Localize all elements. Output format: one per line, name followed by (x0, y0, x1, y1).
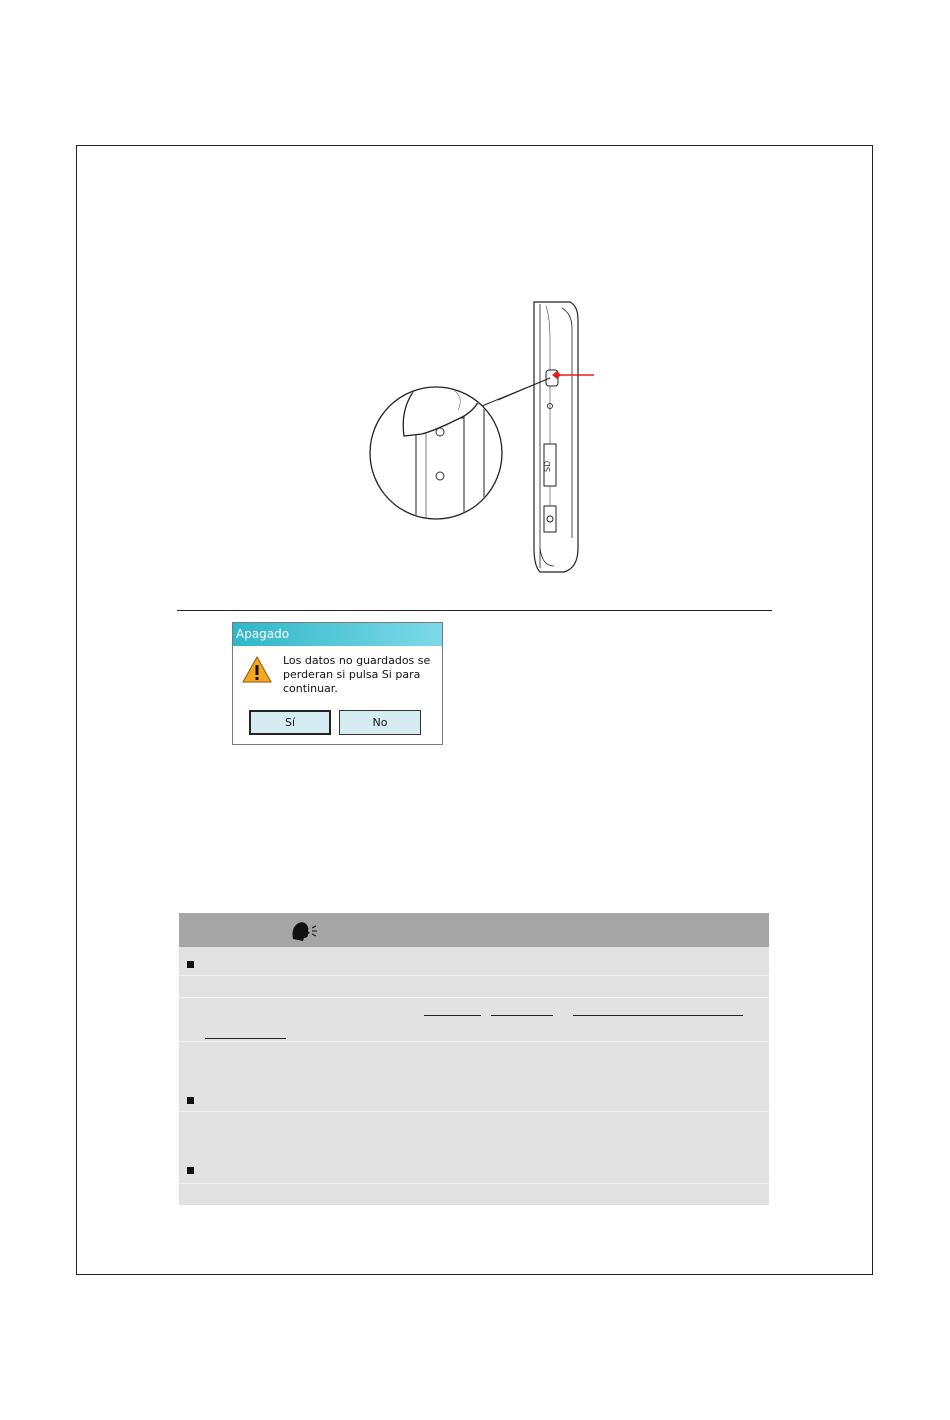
square-bullet-icon (187, 961, 194, 968)
dialog-message: Los datos no guardados se perderan si pulsa Si para continuar. (283, 654, 431, 695)
link-underline[interactable] (573, 1015, 743, 1016)
note-divider (179, 1111, 769, 1112)
note-divider (179, 997, 769, 998)
warning-icon (241, 655, 273, 685)
link-underline[interactable] (424, 1015, 481, 1016)
link-underline[interactable] (205, 1038, 286, 1039)
speaking-head-icon (289, 919, 319, 943)
note-divider (179, 1041, 769, 1042)
shutdown-dialog (232, 622, 443, 745)
link-underline[interactable] (491, 1015, 553, 1016)
note-header (179, 913, 769, 947)
square-bullet-icon (187, 1097, 194, 1104)
device-side-view-illustration (364, 298, 604, 578)
square-bullet-icon (187, 1167, 194, 1174)
note-divider (179, 975, 769, 976)
note-box (179, 913, 769, 1205)
svg-text:SD: SD (543, 460, 552, 472)
no-button[interactable]: No (339, 710, 421, 735)
note-divider (179, 1183, 769, 1184)
section-divider (177, 610, 772, 611)
yes-button[interactable]: Sí (249, 710, 331, 735)
dialog-title: Apagado (233, 623, 442, 646)
